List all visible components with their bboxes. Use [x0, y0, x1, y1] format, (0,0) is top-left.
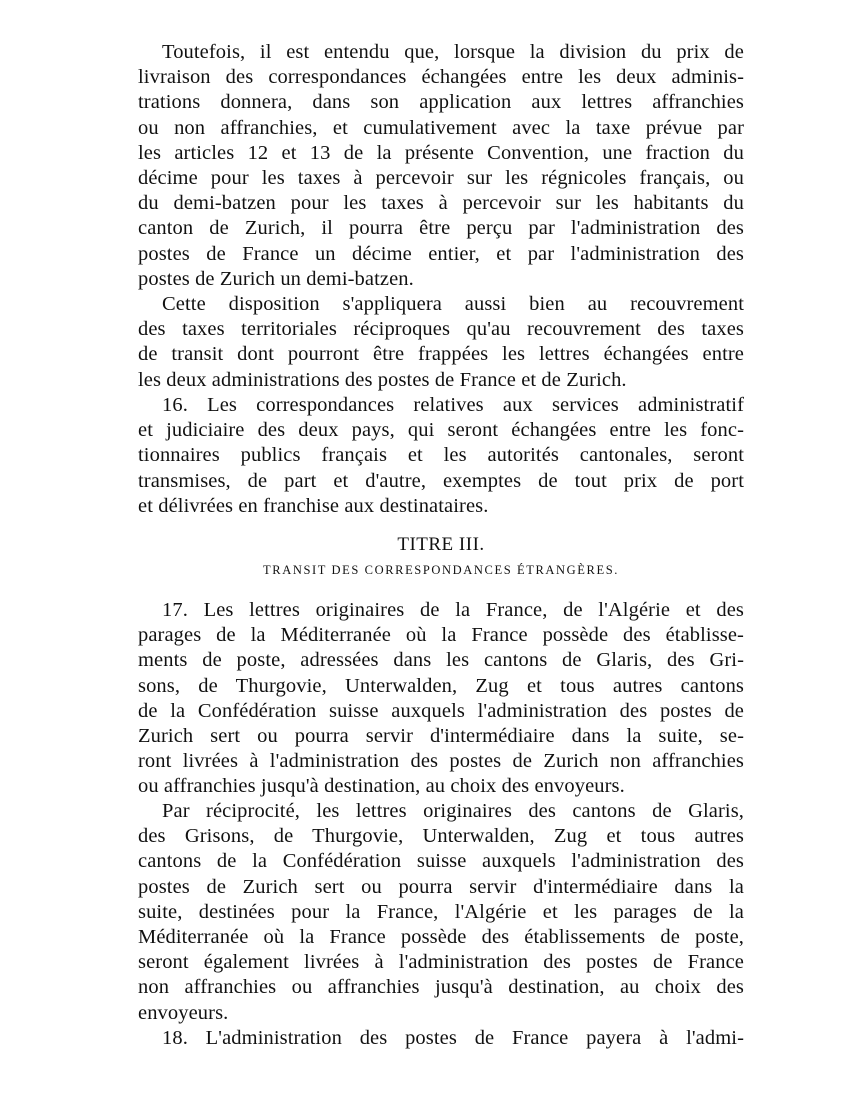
text-line: et judiciaire des deux pays, qui seront échangées entre les fonc-: [138, 419, 744, 442]
text-line: seront également livrées à l'administration des postes de France: [138, 951, 744, 974]
text-line: non affranchies ou affranchies jusqu'à destination, au choix des: [138, 976, 744, 999]
text-line: tionnaires publics français et les autorités cantonales, seront: [138, 444, 744, 467]
text-line: postes de Zurich sert ou pourra servir d'intermédiaire dans la: [138, 875, 744, 898]
text-line: les deux administrations des postes de France et de Zurich.: [138, 368, 627, 391]
text-line: Par réciprocité, les lettres originaires des cantons de Glaris,: [162, 800, 744, 822]
paragraph-reciprocite: [138, 799, 744, 1026]
text-line: Zurich sert ou pourra servir d'intermédiaire dans la suite, se-: [138, 724, 744, 747]
text-line: et délivrées en franchise aux destinataires.: [138, 494, 489, 517]
paragraph-recouvrement: [138, 292, 744, 393]
text-line: Méditerranée où la France possède des établissements de poste,: [138, 925, 744, 948]
paragraph-taxe-fraction: [138, 40, 744, 292]
text-line: livraison des correspondances échangées entre les deux adminis-: [138, 66, 744, 89]
text-line: ou affranchies jusqu'à destination, au choix des envoyeurs.: [138, 775, 625, 798]
article-16: [138, 393, 744, 519]
text-line: trations donnera, dans son application aux lettres affranchies: [138, 91, 744, 114]
text-line: Toutefois, il est entendu que, lorsque la division du prix de: [162, 41, 744, 63]
text-line: Cette disposition s'appliquera aussi bien au recouvrement: [162, 293, 744, 315]
text-line: les articles 12 et 13 de la présente Convention, une fraction du: [138, 141, 744, 164]
text-line: des Grisons, de Thurgovie, Unterwalden, Zug et tous autres: [138, 825, 744, 848]
text-line: de la Confédération suisse auxquels l'administration des postes de: [138, 699, 744, 722]
text-line: ou non affranchies, et cumulativement avec la taxe prévue par: [138, 116, 744, 139]
text-line: envoyeurs.: [138, 1001, 229, 1024]
text-line: des taxes territoriales réciproques qu'au recouvrement des taxes: [138, 318, 744, 341]
text-line: parages de la Méditerranée où la France possède des établisse-: [138, 624, 744, 647]
text-line: cantons de la Confédération suisse auxquels l'administration des: [138, 850, 744, 873]
text-line: sons, de Thurgovie, Unterwalden, Zug et tous autres cantons: [138, 674, 744, 697]
text-line: transmises, de part et d'autre, exemptes de tout prix de port: [138, 469, 744, 492]
text-line: 18. L'administration des postes de France payera à l'admi-: [162, 1027, 744, 1049]
text-line: décime pour les taxes à percevoir sur les régnicoles français, ou: [138, 166, 744, 189]
section-subtitle: TRANSIT DES CORRESPONDANCES ÉTRANGÈRES.: [263, 563, 619, 577]
text-line: de transit dont pourront être frappées les lettres échangées entre: [138, 343, 744, 366]
text-line: suite, destinées pour la France, l'Algérie et les parages de la: [138, 900, 744, 923]
text-line: ments de poste, adressées dans les cantons de Glaris, des Gri-: [138, 649, 744, 672]
text-line: postes de France un décime entier, et par l'administration des: [138, 242, 744, 265]
article-17: [138, 598, 744, 800]
text-line: canton de Zurich, il pourra être perçu par l'administration des: [138, 217, 744, 240]
text-line: 17. Les lettres originaires de la France, de l'Algérie et des: [162, 599, 744, 621]
text-line: postes de Zurich un demi-batzen.: [138, 267, 414, 290]
section-title: TITRE III.: [397, 534, 485, 555]
article-18: [138, 1026, 744, 1051]
text-line: du demi-batzen pour les taxes à percevoir sur les habitants du: [138, 192, 744, 215]
text-line: 16. Les correspondances relatives aux services administratif: [162, 394, 744, 416]
text-line: ront livrées à l'administration des postes de Zurich non affranchies: [138, 750, 744, 773]
